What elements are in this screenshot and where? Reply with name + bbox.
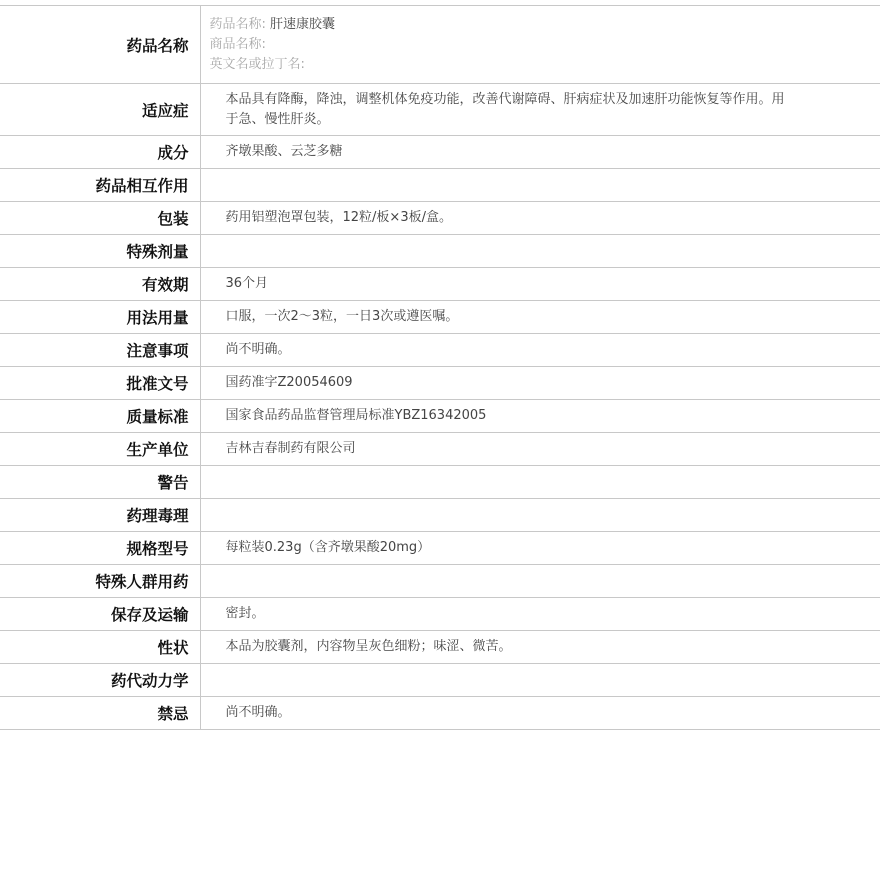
row-precautions	[0, 334, 880, 367]
row-label: 适应症	[0, 84, 200, 136]
row-label: 性状	[0, 631, 200, 664]
row-label: 用法用量	[0, 301, 200, 334]
row-label: 注意事项	[0, 334, 200, 367]
row-label: 特殊剂量	[0, 235, 200, 268]
english-name-label: 英文名或拉丁名:	[209, 56, 305, 72]
row-value: 尚不明确。	[225, 705, 291, 720]
row-contraindications	[0, 697, 880, 730]
trade-name-line	[210, 35, 880, 55]
row-value: 本品具有降酶，降浊，调整机体免疫功能，改善代谢障碍、肝病症状及加速肝功能恢复等作用。用于急、慢性肝炎。	[225, 91, 785, 127]
generic-name-line	[210, 15, 880, 35]
row-shelf-life	[0, 268, 880, 301]
trade-name-label: 商品名称:	[209, 36, 266, 52]
row-label: 规格型号	[0, 532, 200, 565]
row-special-populations	[0, 565, 880, 598]
row-pharmacokinetics	[0, 664, 880, 697]
row-indication	[0, 84, 880, 136]
row-manufacturer	[0, 433, 880, 466]
row-storage	[0, 598, 880, 631]
row-label: 成分	[0, 136, 200, 169]
row-packaging	[0, 202, 880, 235]
row-description	[0, 631, 880, 664]
row-specification	[0, 532, 880, 565]
row-value: 国家食品药品监督管理局标准YBZ16342005	[225, 408, 487, 423]
row-special-dosage	[0, 235, 880, 268]
generic-name-label: 药品名称:	[209, 16, 266, 32]
row-label: 批准文号	[0, 367, 200, 400]
row-label: 包装	[0, 202, 200, 235]
row-label: 药代动力学	[0, 664, 200, 697]
row-pharmacology	[0, 499, 880, 532]
generic-name-value: 肝速康胶囊	[270, 16, 336, 32]
row-label: 生产单位	[0, 433, 200, 466]
row-ingredients	[0, 136, 880, 169]
row-value: 36个月	[225, 276, 269, 291]
row-label: 特殊人群用药	[0, 565, 200, 598]
name-block	[201, 15, 880, 75]
row-value: 密封。	[225, 606, 265, 621]
row-value	[200, 664, 880, 697]
row-value	[200, 499, 880, 532]
row-value	[200, 565, 880, 598]
row-value: 国药准字Z20054609	[225, 375, 353, 390]
row-label: 质量标准	[0, 400, 200, 433]
row-label: 药理毒理	[0, 499, 200, 532]
name-values-cell	[200, 6, 880, 84]
row-quality-standard	[0, 400, 880, 433]
row-label: 警告	[0, 466, 200, 499]
row-approval-number	[0, 367, 880, 400]
row-value	[200, 169, 880, 202]
row-value: 吉林吉春制药有限公司	[225, 441, 356, 456]
row-label: 有效期	[0, 268, 200, 301]
row-label: 药品相互作用	[0, 169, 200, 202]
row-value: 口服，一次2～3粒，一日3次或遵医嘱。	[225, 309, 459, 324]
row-value	[200, 235, 880, 268]
row-label: 禁忌	[0, 697, 200, 730]
row-value: 本品为胶囊剂，内容物呈灰色细粉；味涩、微苦。	[225, 639, 512, 654]
row-label: 药品名称	[0, 6, 200, 84]
row-value: 齐墩果酸、云芝多糖	[225, 144, 343, 159]
row-label: 保存及运输	[0, 598, 200, 631]
row-value	[200, 466, 880, 499]
row-value: 尚不明确。	[225, 342, 291, 357]
english-name-line	[210, 55, 880, 75]
drug-info-table	[0, 5, 880, 730]
row-value: 每粒装0.23g（含齐墩果酸20mg）	[225, 540, 431, 555]
row-dosage	[0, 301, 880, 334]
row-interactions	[0, 169, 880, 202]
row-value: 药用铝塑泡罩包装，12粒/板×3板/盒。	[225, 210, 452, 225]
row-warning	[0, 466, 880, 499]
row-drug-name	[0, 6, 880, 84]
